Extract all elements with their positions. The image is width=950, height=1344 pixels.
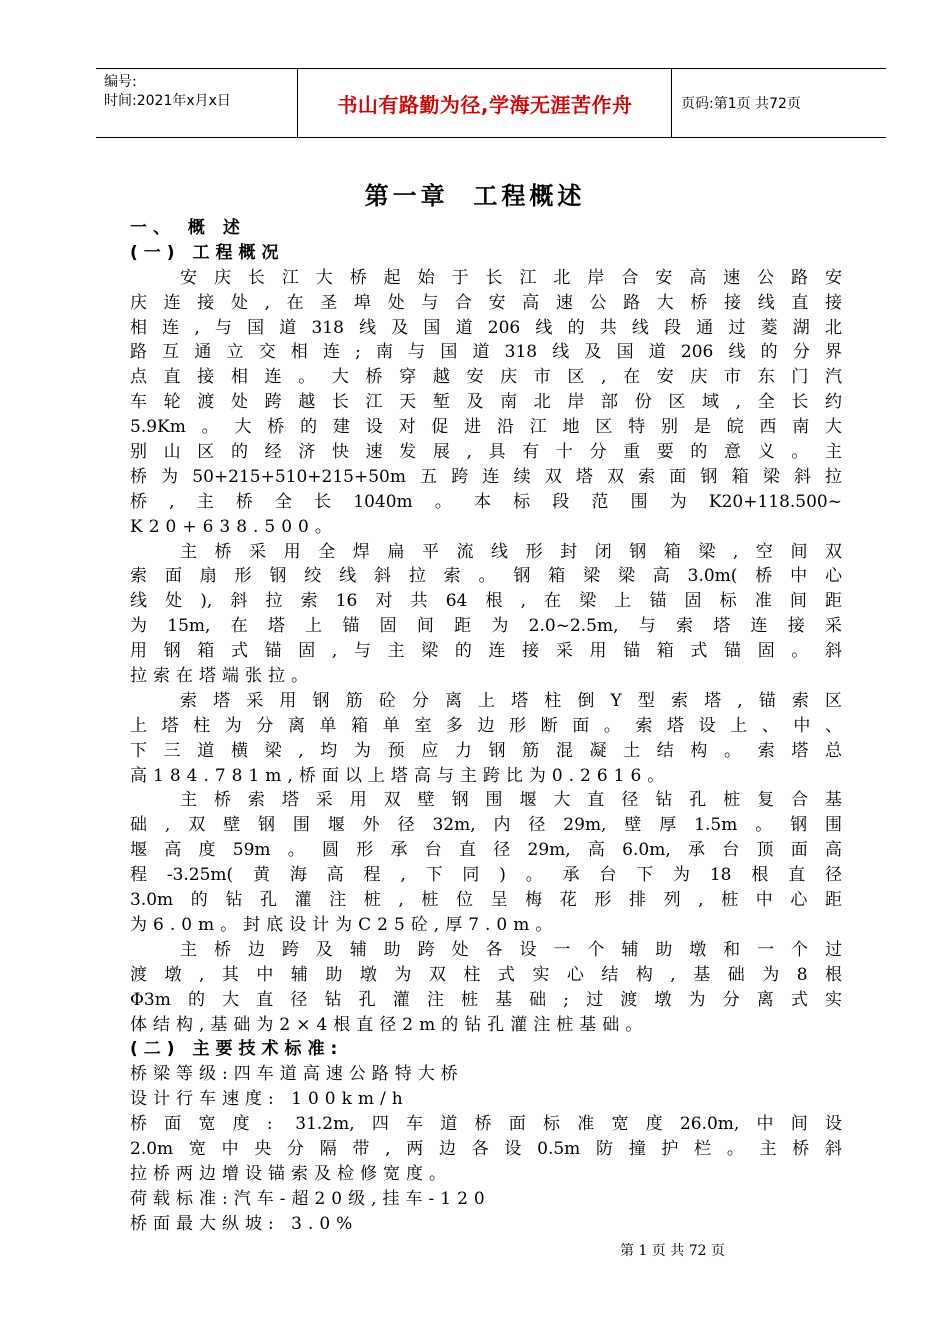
text-line: 桥梁等级:四车道高速公路特大桥	[130, 1064, 464, 1085]
header-meta	[104, 73, 231, 111]
text-line: 础,双壁钢围堰外径32m,内径29m,壁厚1.5m。钢围	[130, 815, 842, 836]
document-time: 时间:2021年x月x日	[104, 93, 231, 109]
text-line: 程-3.25m(黄海高程,下同)。承台下为18根直径	[130, 865, 842, 886]
text-line: 2.0m宽中央分隔带,两边各设0.5m防撞护栏。主桥斜	[130, 1138, 842, 1159]
text-line: 高184.781m,桥面以上塔高与主跨比为0.2616。	[130, 765, 671, 786]
text-line: 设计行车速度: 100km/h	[130, 1089, 409, 1110]
text-line: 体结构,基础为2×4根直径2m的钻孔灌注桩基础。	[130, 1014, 649, 1035]
text-line: 桥为50+215+510+215+50m五跨连续双塔双索面钢箱梁斜拉	[130, 466, 842, 487]
text-line: Φ3m的大直径钻孔灌注桩基础;过渡墩为分离式实	[130, 989, 842, 1010]
text-line: 5.9Km。大桥的建设对促进沿江地区特别是皖西南大	[130, 417, 842, 438]
text-line: 拉桥两边增设锚索及检修宽度。	[130, 1163, 452, 1184]
text-line: 别山区的经济快速发展,具有十分重要的意义。主	[130, 442, 842, 463]
text-line: 主桥边跨及辅助跨处各设一个辅助墩和一个过	[180, 939, 842, 960]
text-line: 索面扇形钢绞线斜拉索。钢箱梁梁高3.0m(桥中心	[130, 566, 842, 587]
header-divider	[671, 69, 672, 137]
text-line: 主桥采用全焊扁平流线形封闭钢箱梁,空间双	[180, 541, 842, 562]
text-line: 堰高度59m。圆形承台直径29m,高6.0m,承台顶面高	[130, 840, 842, 861]
text-line: K20+638.500。	[130, 516, 338, 537]
document-body	[130, 216, 842, 1237]
text-line: (一) 工程概况	[130, 242, 285, 263]
text-line: 为6.0m。封底设计为C25砼,厚7.0m。	[130, 914, 559, 935]
document-number-label: 编号:	[104, 74, 137, 90]
text-line: 桥面最大纵坡: 3.0%	[130, 1213, 359, 1234]
text-line: 下三道横梁,均为预应力钢筋混凝土结构。索塔总	[130, 740, 842, 761]
text-line: 桥,主桥全长1040m。本标段范围为K20+118.500~	[130, 491, 842, 512]
text-line: 点直接相连。大桥穿越安庆市区,在安庆市东门汽	[130, 367, 842, 388]
text-line: 主桥索塔采用双壁钢围堰大直径钻孔桩复合基	[180, 790, 842, 811]
text-line: 相连,与国道318线及国道206线的共线段通过菱湖北	[130, 317, 842, 338]
text-line: 一、 概 述	[130, 218, 246, 238]
header-motto: 书山有路勤为径,学海无涯苦作舟	[337, 93, 633, 117]
text-line: 荷载标准:汽车-超20级,挂车-120	[130, 1188, 491, 1209]
header-page-info: 页码:第1页 共72页	[681, 96, 801, 112]
header-divider	[297, 69, 298, 137]
text-line: 索塔采用钢筋砼分离上塔柱倒Y型索塔,锚索区	[180, 690, 842, 711]
text-line: 用钢箱式锚固,与主梁的连接采用锚箱式锚固。斜	[130, 641, 842, 662]
text-line: 渡墩,其中辅助墩为双柱式实心结构,基础为8根	[130, 964, 842, 985]
page-footer: 第 1 页 共 72 页	[620, 1243, 725, 1259]
text-line: 为15m,在塔上锚固间距为2.0~2.5m,与索塔连接采	[130, 616, 842, 637]
text-line: 安庆长江大桥起始于长江北岸合安高速公路安	[180, 267, 842, 288]
text-line: (二) 主要技术标准:	[130, 1039, 344, 1060]
text-line: 庆连接处,在圣埠处与合安高速公路大桥接线直接	[130, 292, 842, 313]
text-line: 路互通立交相连;南与国道318线及国道206线的分界	[130, 342, 842, 363]
text-line: 线处),斜拉索16对共64根,在梁上锚固标准间距	[130, 591, 842, 612]
text-line: 车轮渡处跨越长江天堑及南北岸部份区域,全长约	[130, 392, 842, 413]
text-line: 桥面宽度: 31.2m,四车道桥面标准宽度26.0m,中间设	[130, 1114, 842, 1135]
page-header	[96, 68, 886, 138]
text-line: 拉索在塔端张拉。	[130, 666, 314, 687]
chapter-title: 第一章 工程概述	[364, 182, 586, 210]
text-line: 3.0m的钻孔灌注桩,桩位呈梅花形排列,桩中心距	[130, 890, 842, 911]
text-line: 上塔柱为分离单箱单室多边形断面。索塔设上、中、	[130, 715, 842, 736]
